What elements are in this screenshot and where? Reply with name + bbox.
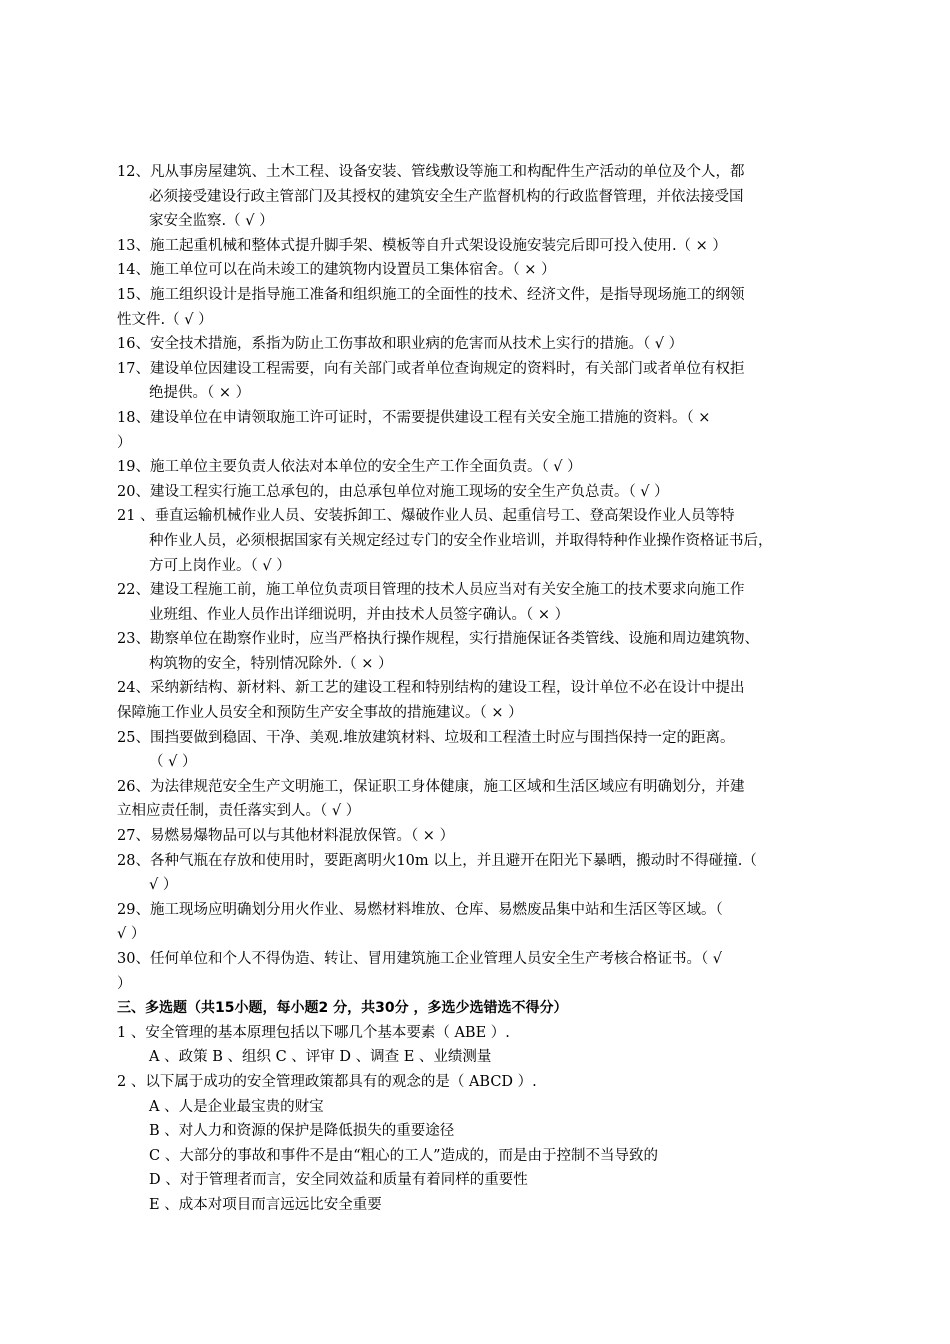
text-line: 业班组、作业人员作出详细说明，并由技术人员签字确认。（ × ） xyxy=(149,606,570,623)
text-line: A 、政策 B 、组织 C 、评审 D 、调查 E 、业绩测量 xyxy=(149,1049,492,1066)
text-line: 17、建设单位因建设工程需要，向有关部门或者单位查询规定的资料时，有关部门或者单位有权拒 xyxy=(117,360,745,377)
text-line: √ ） xyxy=(117,926,146,943)
text-line: 必须接受建设行政主管部门及其授权的建筑安全生产监督机构的行政监督管理，并依法接受国 xyxy=(149,188,744,205)
text-line: 保障施工作业人员安全和预防生产安全事故的措施建议。（ × ） xyxy=(117,705,523,722)
document-body xyxy=(117,160,840,1218)
text-line: ） xyxy=(117,434,132,451)
text-line: 种作业人员，必须根据国家有关规定经过专门的安全作业培训，并取得特种作业操作资格证书后， xyxy=(149,532,773,549)
text-line: 23、勘察单位在勘察作业时，应当严格执行操作规程，实行措施保证各类管线、设施和周边建筑物、 xyxy=(117,631,759,648)
text-line: 22、建设工程施工前，施工单位负责项目管理的技术人员应当对有关安全施工的技术要求向施工作 xyxy=(117,582,745,599)
text-line: ） xyxy=(117,975,132,992)
text-line: A 、人是企业最宝贵的财宝 xyxy=(149,1098,324,1115)
text-line: 28、各种气瓶在存放和使用时，要距离明火10m 以上，并且避开在阳光下暴晒，搬动时不得碰撞.（ xyxy=(117,852,757,869)
text-line: 立相应责任制，责任落实到人。（ √ ） xyxy=(117,803,361,820)
text-line: 29、施工现场应明确划分用火作业、易燃材料堆放、仓库、易燃废品集中站和生活区等区域。（ xyxy=(117,901,723,918)
text-line: 20、建设工程实行施工总承包的，由总承包单位对施工现场的安全生产负总责。（ √ ） xyxy=(117,483,669,500)
text-line: 绝提供。（ × ） xyxy=(149,385,251,402)
text-line: 15、施工组织设计是指导施工准备和组织施工的全面性的技术、经济文件，是指导现场施工的纲领 xyxy=(117,286,745,303)
text-line: 24、采纳新结构、新材料、新工艺的建设工程和特别结构的建设工程，设计单位不必在设计中提出 xyxy=(117,680,745,697)
text-line: 26、为法律规范安全生产文明施工，保证职工身体健康，施工区域和生活区域应有明确划分，并建 xyxy=(117,778,745,795)
text-line: （ √ ） xyxy=(149,754,197,771)
text-line: 13、施工起重机械和整体式提升脚手架、模板等自升式架设设施安装完后即可投入使用.（ × ） xyxy=(117,237,727,254)
text-line: 方可上岗作业。（ √ ） xyxy=(149,557,291,574)
text-line: 30、任何单位和个人不得伪造、转让、冒用建筑施工企业管理人员安全生产考核合格证书。（ √ xyxy=(117,951,723,967)
text-line: 16、安全技术措施，系指为防止工伤事故和职业病的危害而从技术上实行的措施。（ √ ） xyxy=(117,336,684,353)
text-line: 25、围挡要做到稳固、干净、美观.堆放建筑材料、垃圾和工程渣土时应与围挡保持一定的距离。 xyxy=(117,729,735,746)
text-line: 1 、安全管理的基本原理包括以下哪几个基本要素（ ABE ）. xyxy=(117,1024,510,1041)
text-line: 构筑物的安全，特别情况除外.（ × ） xyxy=(149,655,393,672)
text-line: 家安全监察.（ √ ） xyxy=(149,213,274,230)
text-line: 21 、垂直运输机械作业人员、安装拆卸工、爆破作业人员、起重信号工、登高架设作业人员等特 xyxy=(117,508,735,525)
text-line: 14、施工单位可以在尚未竣工的建筑物内设置员工集体宿舍。（ × ） xyxy=(117,262,556,279)
text-line: 性文件.（ √ ） xyxy=(117,311,213,328)
text-line: 18、建设单位在申请领取施工许可证时，不需要提供建设工程有关安全施工措施的资料。（ × xyxy=(117,409,711,426)
text-line: C 、大部分的事故和事件不是由“粗心的工人”造成的，而是由于控制不当导致的 xyxy=(149,1147,659,1164)
text-line: 2 、以下属于成功的安全管理政策都具有的观念的是（ ABCD ）. xyxy=(117,1073,537,1090)
text-line: E 、成本对项目而言远远比安全重要 xyxy=(149,1196,382,1213)
text-line: 19、施工单位主要负责人依法对本单位的安全生产工作全面负责。（ √ ） xyxy=(117,459,582,476)
text-line: 12、凡从事房屋建筑、土木工程、设备安装、管线敷设等施工和构配件生产活动的单位及个人，都 xyxy=(117,164,745,180)
text-line: D 、对于管理者而言，安全同效益和质量有着同样的重要性 xyxy=(149,1172,528,1189)
text-line: √ ） xyxy=(149,877,178,894)
text-line: 27、易燃易爆物品可以与其他材料混放保管。（ × ） xyxy=(117,828,455,845)
text-line: 三、多选题（共15小题，每小题2 分，共30分 ，多选少选错选不得分） xyxy=(117,1000,568,1017)
text-line: B 、对人力和资源的保护是降低损失的重要途径 xyxy=(149,1123,455,1140)
